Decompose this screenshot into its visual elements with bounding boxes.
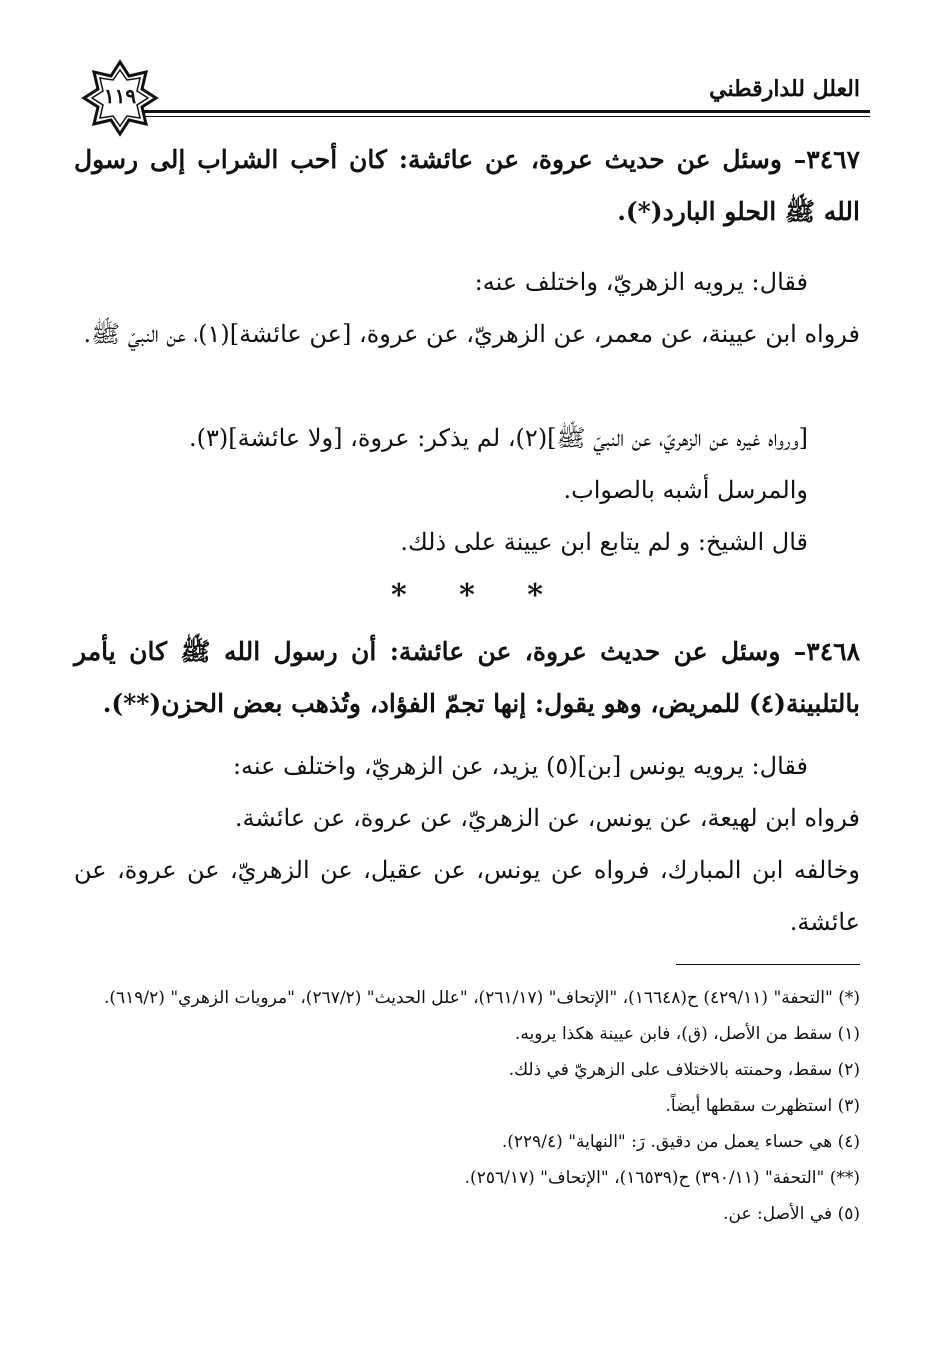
hadith-entry-3468: ٣٤٦٨– وسئل عن حديث عروة، عن عائشة: أن رسول الله ﷺ كان يأمر بالتلبينة(٤) للمريض، وهو يقول: إنها تجمّ الفؤاد، وتُذهب بعض الحزن(**). (74, 637, 860, 718)
footnote-separator (676, 964, 860, 965)
paragraph: فقال: يرويه الزهريّ، واختلف عنه: (474, 268, 808, 296)
paragraph: فرواه ابن عيينة، عن معمر، عن الزهريّ، عن عروة، [عن عائشة](١)، عن النبيّ ﷺ. (83, 320, 860, 348)
header-rule-thin (142, 116, 870, 117)
paragraph: فرواه ابن لهيعة، عن يونس، عن الزهريّ، عن عروة، عن عائشة. (234, 804, 860, 832)
hadith-entry-3467: ٣٤٦٧– وسئل عن حديث عروة، عن عائشة: كان أحب الشراب إلى رسول الله ﷺ الحلو البارد(*). (74, 145, 860, 226)
footnote: (**) "التحفة" (٣٩٠/١١) ح(١٦٥٣٩)، "الإتحاف" (٢٥٦/١٧). (464, 1168, 860, 1188)
paragraph: قال الشيخ: و لم يتابع ابن عيينة على ذلك. (400, 528, 808, 556)
paragraph: [ورواه غيره عن الزهريّ، عن النبيّ ﷺ](٢)، لم يذكر: عروة، [ولا عائشة](٣). (189, 424, 808, 452)
paragraph: وخالفه ابن المبارك، فرواه عن يونس، عن عقيل، عن الزهريّ، عن عروة، عن عائشة. (74, 856, 860, 936)
footnote: (٥) في الأصل: عن. (723, 1204, 860, 1224)
footnote: (*) "التحفة" (٤٢٩/١١) ح(١٦٦٤٨)، "الإتحاف" (٢٦١/١٧)، "علل الحديث" (٢٦٧/٢)، "مرويات الزهري" (٦١٩/٢). (103, 988, 860, 1008)
footnote: (١) سقط من الأصل، (ق)، فابن عيينة هكذا يرويه. (514, 1024, 860, 1044)
footnote: (٢) سقط، وحمنته بالاختلاف على الزهريّ في ذلك. (508, 1060, 860, 1080)
section-separator-stars: * * * (391, 578, 543, 613)
footnote: (٤) هي حساء يعمل من دقيق. رَ: "النهاية" (٢٢٩/٤). (501, 1132, 860, 1152)
paragraph: والمرسل أشبه بالصواب. (563, 476, 808, 504)
page-number: ١١٩ (103, 84, 137, 108)
footnote: (٣) استظهرت سقطها أيضاً. (665, 1096, 860, 1116)
header-rule (142, 110, 870, 113)
running-header (80, 58, 870, 138)
book-title: العلل للدارقطني (709, 76, 860, 102)
paragraph: فقال: يرويه يونس [بن](٥) يزيد، عن الزهريّ، واختلف عنه: (232, 752, 808, 780)
